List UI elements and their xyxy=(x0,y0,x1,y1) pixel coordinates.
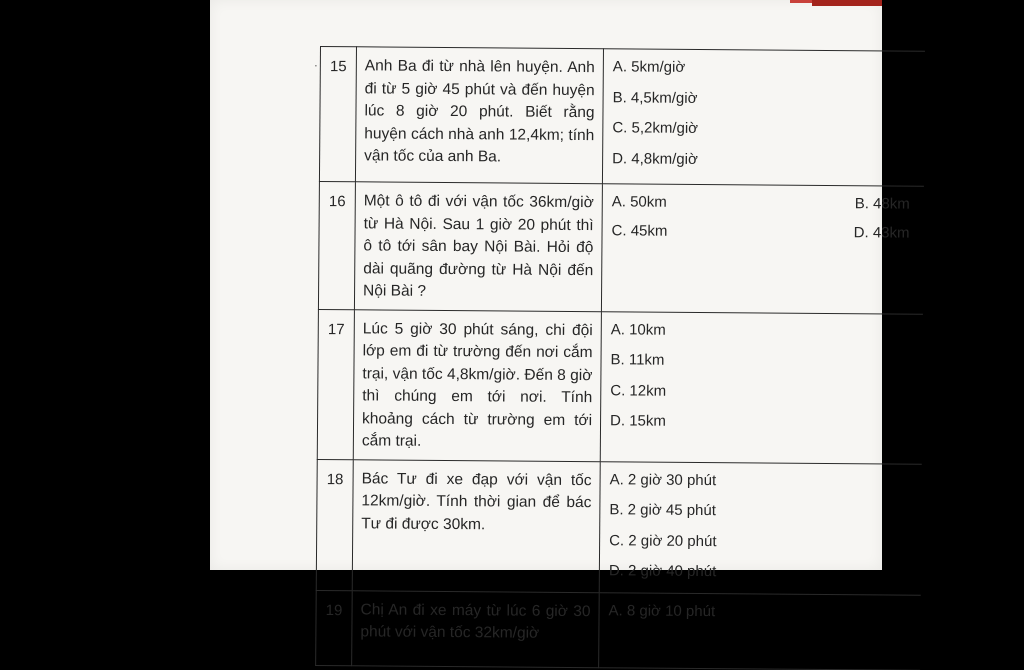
problem-question: Một ô tô đi với vận tốc 36km/giờ từ Hà Nội. Sau 1 giờ 20 phút thì ô tô tới sân bay Nội Bài. Hỏi độ dài quãng đường từ Hà Nội đến Nội Bài ? xyxy=(354,182,602,311)
option-b: B. 48km xyxy=(854,195,910,213)
option-row xyxy=(611,220,923,251)
table-row xyxy=(317,309,923,464)
option-a: A. 5km/giờ xyxy=(612,58,686,76)
answer-options xyxy=(599,592,921,670)
option-d: D. 4,8km/giờ xyxy=(612,149,698,168)
answer-options xyxy=(599,461,922,595)
margin-mark: · xyxy=(313,57,318,72)
problem-number: 18 xyxy=(316,459,353,590)
option-d: D. 15km xyxy=(609,412,666,430)
table-row xyxy=(316,590,921,670)
page-edge-mark xyxy=(790,0,812,3)
exercise-table xyxy=(315,46,925,670)
problem-number: 15 xyxy=(319,47,356,182)
option-b: B. 11km xyxy=(610,351,665,369)
option-d: D. 43km xyxy=(853,224,910,242)
problem-number: 16 xyxy=(318,181,355,309)
option-a: A. 8 giờ 10 phút xyxy=(608,601,716,620)
option-c: C. 12km xyxy=(610,381,667,400)
table-row xyxy=(316,459,922,595)
option-c: C. 45km xyxy=(611,222,668,240)
book-page xyxy=(210,0,910,642)
answer-options xyxy=(602,49,925,187)
exercise-table-wrapper xyxy=(315,46,925,670)
option-c: C. 2 giờ 20 phút xyxy=(609,531,717,550)
option-d: D. 2 giờ 40 phút xyxy=(608,562,717,581)
problem-question: Lúc 5 giờ 30 phút sáng, chi đội lớp em đi từ trường đến nơi cắm trại, vận tốc 4,8km/giờ. Đến 8 giờ thì chúng em tới nơi. Tính khoảng cách từ trường em tới cắm trại. xyxy=(353,309,601,461)
page-edge-mark xyxy=(812,0,882,6)
option-a: A. 2 giờ 30 phút xyxy=(609,470,717,489)
problem-question: Chị An đi xe máy từ lúc 6 giờ 30 phút với vận tốc 32km/giờ xyxy=(352,590,600,667)
option-a: A. 10km xyxy=(610,320,666,339)
table-row xyxy=(318,181,923,313)
problem-question: Anh Ba đi từ nhà lên huyện. Anh đi từ 5 giờ 45 phút và đến huyện lúc 8 giờ 20 phút. Biết rằng huyện cách nhà anh 12,4km; tính vận tốc của anh Ba. xyxy=(355,47,603,184)
table-row xyxy=(319,47,925,187)
option-row xyxy=(612,191,924,222)
option-a: A. 50km xyxy=(611,193,667,211)
problem-question: Bác Tư đi xe đạp với vận tốc 12km/giờ. Tính thời gian để bác Tư đi được 30km. xyxy=(352,459,600,592)
answer-options xyxy=(601,184,923,314)
option-b: B. 2 giờ 45 phút xyxy=(609,501,717,520)
option-c: C. 5,2km/giờ xyxy=(612,119,699,137)
answer-options xyxy=(600,311,923,464)
problem-number: 17 xyxy=(317,309,354,459)
option-b: B. 4,5km/giờ xyxy=(612,88,698,107)
problem-number: 19 xyxy=(316,590,353,665)
